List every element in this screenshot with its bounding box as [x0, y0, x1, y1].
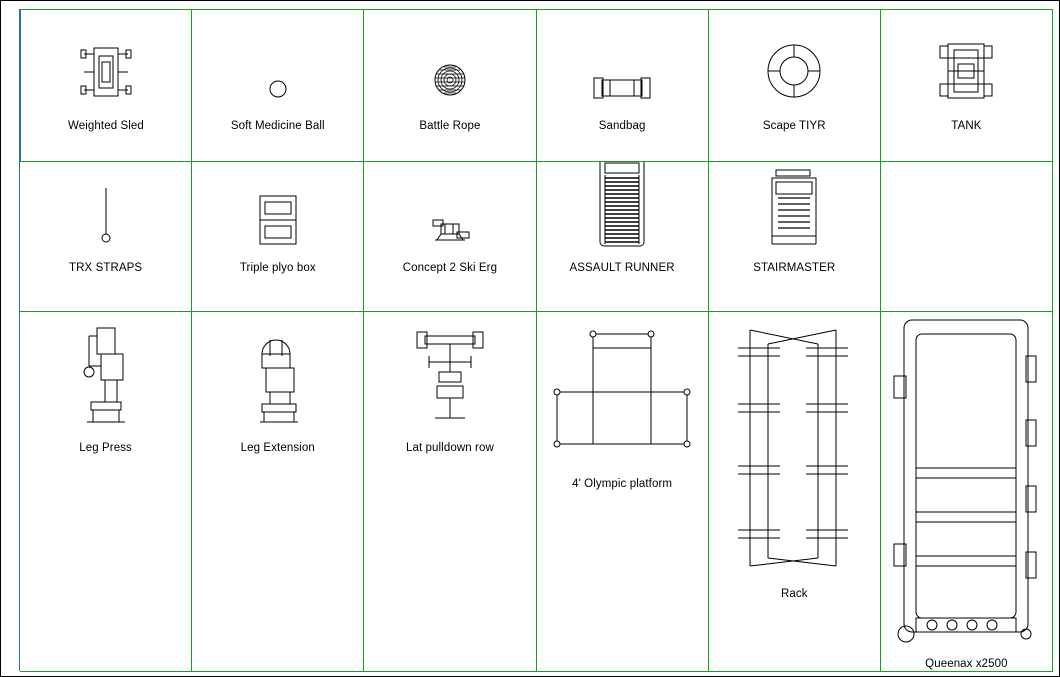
legend-cell-rack[interactable] — [709, 312, 881, 672]
legend-label: Rack — [780, 588, 808, 600]
legend-cell-sandbag[interactable] — [537, 10, 709, 162]
plyo-box-icon — [255, 174, 301, 248]
legend-cell-scape-tiyr[interactable] — [709, 10, 881, 162]
legend-cell-concept2-ski-erg[interactable] — [364, 162, 536, 312]
trx-strap-icon — [96, 174, 116, 248]
legend-label: Soft Medicine Ball — [230, 120, 325, 132]
legend-cell-tank[interactable] — [881, 10, 1053, 162]
queenax-rig-icon — [886, 316, 1046, 646]
legend-label: Weighted Sled — [68, 120, 144, 132]
legend-label: Leg Press — [79, 442, 132, 454]
power-rack-icon — [724, 326, 864, 576]
legend-label: Triple plyo box — [239, 262, 316, 274]
stairmaster-icon — [766, 174, 822, 248]
legend-cell-queenax-rig[interactable] — [881, 312, 1053, 672]
legend-cell-assault-runner[interactable] — [537, 162, 709, 312]
legend-label: TRX STRAPS — [68, 262, 143, 274]
equipment-legend-grid — [19, 9, 1053, 671]
legend-cell-battle-rope[interactable] — [364, 10, 536, 162]
legend-label: STAIRMASTER — [753, 262, 836, 274]
legend-cell-triple-plyo-box[interactable] — [192, 162, 364, 312]
legend-cell-leg-extension[interactable] — [192, 312, 364, 672]
legend-cell-olympic-platform[interactable] — [537, 312, 709, 672]
olympic-platform-icon — [549, 326, 695, 466]
medicine-ball-icon — [265, 26, 291, 102]
legend-cell-lat-pulldown-row[interactable] — [364, 312, 536, 672]
legend-label: Scape TIYR — [762, 120, 826, 132]
leg-press-icon — [75, 326, 137, 430]
battle-rope-coil-icon — [428, 26, 472, 102]
legend-label: Lat pulldown row — [405, 442, 494, 454]
legend-cell-stairmaster[interactable] — [709, 162, 881, 312]
legend-label: Leg Extension — [240, 442, 315, 454]
legend-cell-empty — [881, 162, 1053, 312]
legend-cell-leg-press[interactable] — [20, 312, 192, 672]
ski-erg-icon — [423, 174, 477, 248]
legend-label: Queenax x2500 — [925, 658, 1008, 670]
legend-cell-soft-medicine-ball[interactable] — [192, 10, 364, 162]
assault-runner-icon — [596, 174, 648, 248]
legend-label: ASSAULT RUNNER — [569, 262, 675, 274]
sandbag-icon — [586, 26, 658, 102]
legend-label: 4' Olympic platform — [572, 478, 673, 490]
tire-icon — [763, 26, 825, 102]
leg-extension-icon — [248, 326, 308, 430]
legend-label: Sandbag — [598, 120, 646, 132]
lat-pulldown-icon — [409, 326, 491, 430]
weighted-sled-icon — [80, 26, 132, 102]
legend-cell-trx-straps[interactable] — [20, 162, 192, 312]
legend-label: Concept 2 Ski Erg — [402, 262, 498, 274]
tank-sled-icon — [938, 26, 994, 102]
legend-cell-weighted-sled[interactable] — [19, 10, 192, 162]
legend-label: TANK — [951, 120, 982, 132]
legend-label: Battle Rope — [419, 120, 481, 132]
